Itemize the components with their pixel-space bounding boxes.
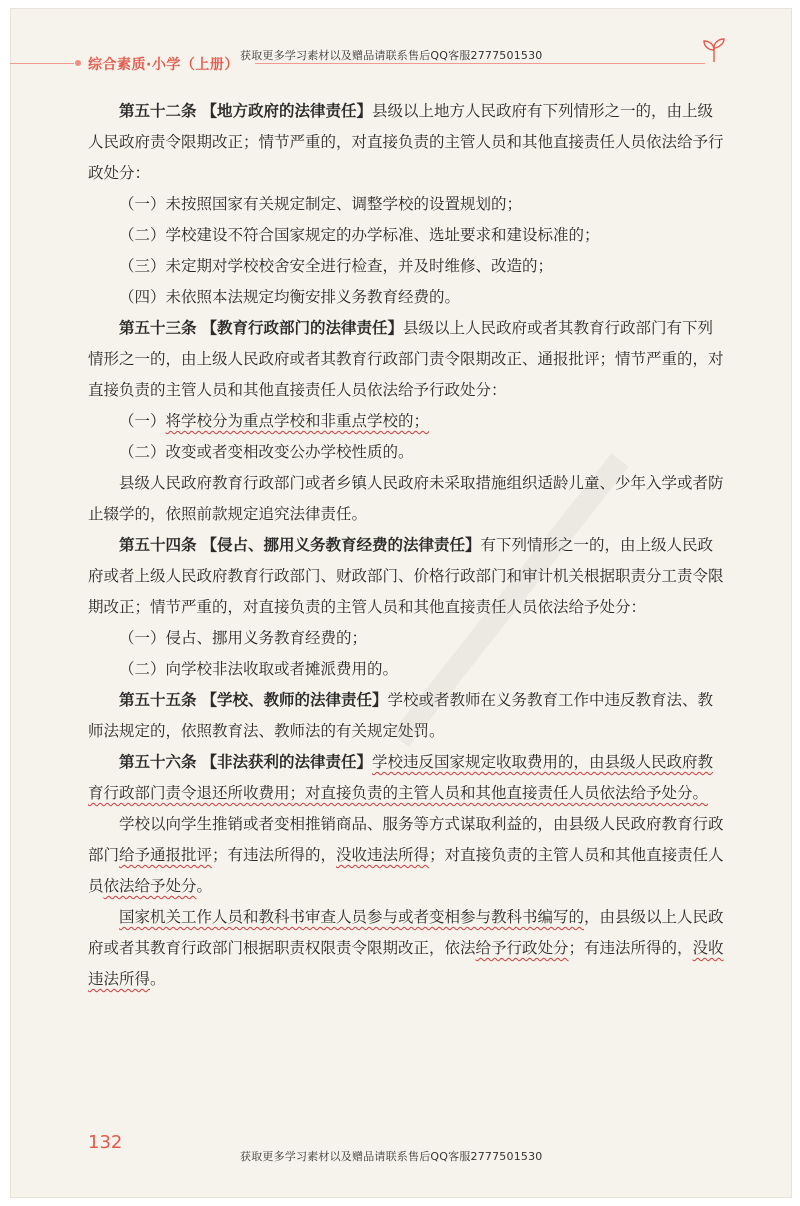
article-52-item: （二）学校建设不符合国家规定的办学标准、选址要求和建设标准的； (119, 226, 600, 244)
article-55-text: 学校或者教师在义务教育工作中违反教育法、教师法规定的，依照教育法、教师法的有关规定处罚。 (88, 691, 713, 740)
bottom-watermark-text: 获取更多学习素材以及赠品请联系售后QQ客服2777501530 (240, 1150, 543, 1163)
article-56-p2-text: 。 (196, 877, 213, 895)
article-53-item: （二）改变或者变相改变公办学校性质的。 (119, 443, 414, 461)
article-52-number: 第五十二条 (119, 102, 197, 120)
article-56-title: 【非法获利的法律责任】 (201, 753, 372, 771)
article-52-item: （一）未按照国家有关规定制定、调整学校的设置规划的； (119, 195, 523, 213)
article-56-p2-text: ；对直接负责的主管人员和其他直接责任人员 (88, 846, 724, 895)
article-56-p3-text: ，由县级以上人民政府或者其教育行政部门根据职责权限责令限期改正，依法 (88, 908, 724, 957)
article-53-text: 县级以上人民政府或者其教育行政部门有下列情形之一的，由上级人民政府或者其教育行政部门责令限期改正、通报批评；情节严重的，对直接负责的主管人员和其他直接责任人员依法给予行政处分： (88, 319, 724, 399)
article-54-item: （二）向学校非法收取或者摊派费用的。 (119, 660, 399, 678)
article-52-text: 县级以上地方人民政府有下列情形之一的，由上级人民政府责令限期改正；情节严重的，对直接负责的主管人员和其他直接责任人员依法给予行政处分： (88, 102, 724, 182)
article-56-p3-underlined: 国家机关工作人员和教科书审查人员参与或者变相参与教科书编写的 (119, 908, 585, 926)
article-56-paragraph-3 (88, 902, 728, 995)
article-54 (88, 530, 728, 623)
article-56-p3-underlined: 没收违法所得 (88, 939, 724, 988)
article-56-p3-underlined: 给予行政处分 (475, 939, 569, 957)
article-55-title: 【学校、教师的法律责任】 (201, 691, 388, 709)
page-number: 132 (88, 1132, 123, 1153)
article-53-paragraph: 县级人民政府教育行政部门或者乡镇人民政府未采取措施组织适龄儿童、少年入学或者防止辍学的，依照前款规定追究法律责任。 (88, 474, 724, 523)
header-dot (75, 60, 81, 66)
article-56-paragraph-2 (88, 809, 728, 902)
article-54-item: （一）侵占、挪用义务教育经费的； (119, 629, 368, 647)
article-56-p3-text: ；有违法所得的， (568, 939, 693, 957)
article-53-item (88, 406, 728, 437)
article-52 (88, 96, 728, 189)
article-56-p2-text: ；有违法所得的， (212, 846, 337, 864)
article-53-number: 第五十三条 (119, 319, 197, 337)
book-title: 综合素质·小学（上册） (88, 57, 239, 73)
article-53 (88, 313, 728, 406)
article-56-p2-underlined: 给予通报批评 (119, 846, 213, 864)
header-rule-right (255, 63, 705, 64)
article-56-number: 第五十六条 (119, 753, 197, 771)
article-56-p2-underlined: 没收违法所得 (336, 846, 430, 864)
article-56-p3-text: 。 (150, 970, 166, 988)
page-header (0, 0, 800, 80)
article-53-item-underlined: 将学校分为重点学校和非重点学校的； (165, 412, 430, 430)
article-54-text: 有下列情形之一的，由上级人民政府或者上级人民政府教育行政部门、财政部门、价格行政部门和审计机关根据职责分工责令限期改正；情节严重的，对直接负责的主管人员和其他直接责任人员依法给予处分： (88, 536, 724, 616)
article-55 (88, 685, 728, 747)
article-55-number: 第五十五条 (119, 691, 197, 709)
article-56-p2-underlined: 依法给予处分 (103, 877, 197, 895)
article-56-p2-text: 学校以向学生推销或者变相推销商品、服务等方式谋取利益的，由县级人民政府教育行政部门 (88, 815, 724, 864)
article-56 (88, 747, 728, 809)
article-54-number: 第五十四条 (119, 536, 197, 554)
article-52-item: （四）未依照本法规定均衡安排义务教育经费的。 (119, 288, 461, 306)
article-53-item-prefix: （一） (119, 412, 166, 430)
article-56-underlined-text: 学校违反国家规定收取费用的，由县级人民政府教育行政部门责令退还所收费用；对直接负责的主管人员和其他直接责任人员依法给予处分。 (88, 753, 713, 802)
top-watermark-text: 获取更多学习素材以及赠品请联系售后QQ客服2777501530 (240, 49, 543, 62)
article-body (88, 96, 728, 995)
article-53-title: 【教育行政部门的法律责任】 (201, 319, 403, 337)
header-rule-left (10, 63, 74, 64)
article-52-title: 【地方政府的法律责任】 (201, 102, 372, 120)
article-52-item: （三）未定期对学校校舍安全进行检查，并及时维修、改造的； (119, 257, 554, 275)
sprout-icon (700, 36, 728, 64)
article-54-title: 【侵占、挪用义务教育经费的法律责任】 (201, 536, 481, 554)
